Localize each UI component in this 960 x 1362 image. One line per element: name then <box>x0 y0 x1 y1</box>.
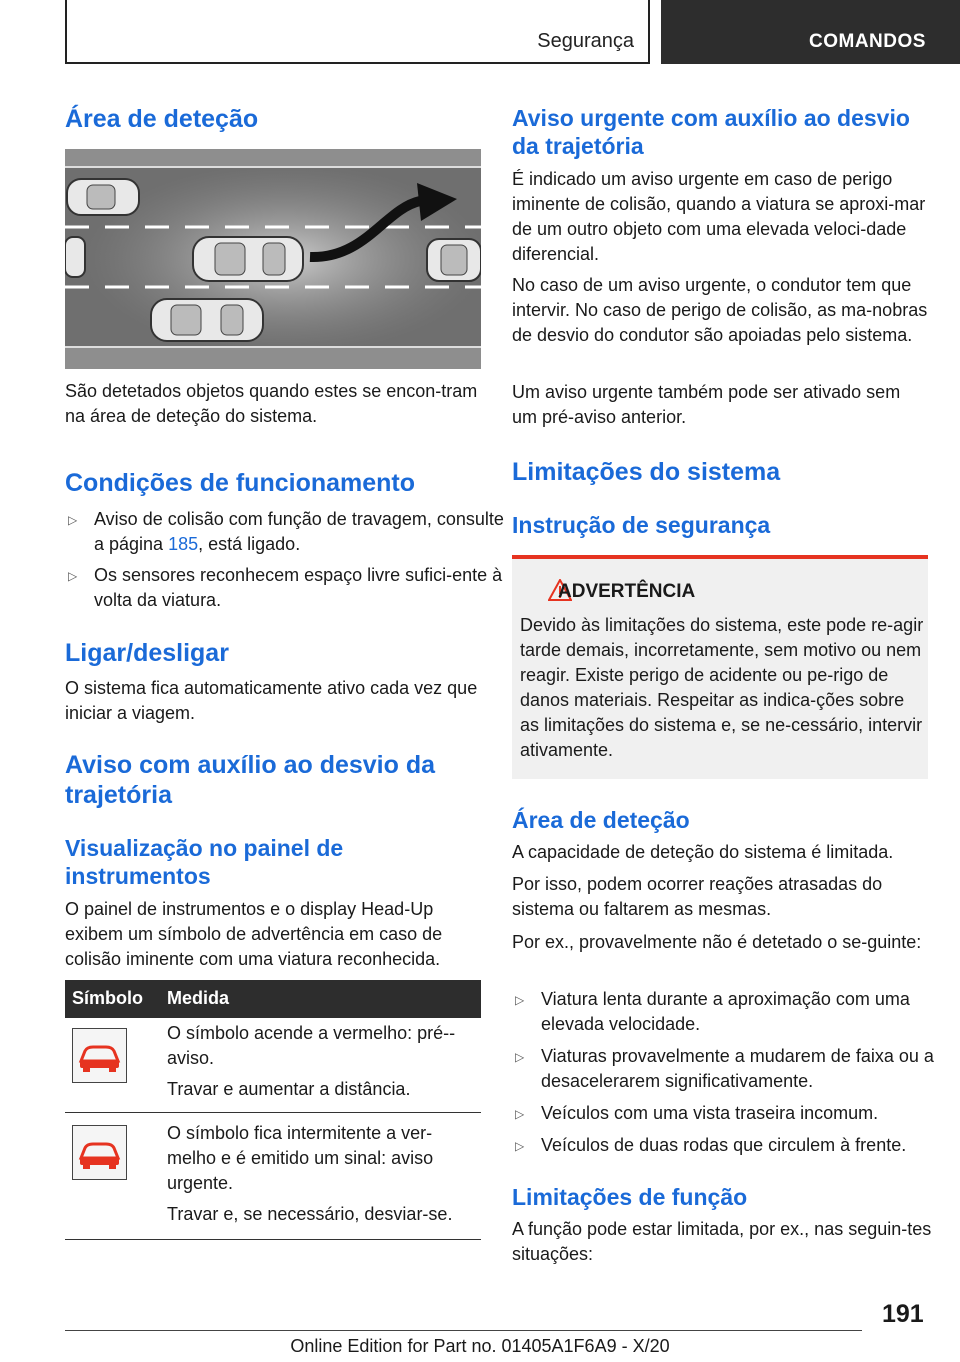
heading-safety-instruction: Instrução de segurança <box>512 512 771 538</box>
page-number: 191 <box>882 1300 924 1328</box>
header-chapter-tab <box>661 0 960 64</box>
warning-text: Devido às limitações do sistema, este pode re‐agir tarde demais, incorretamente, sem motivo ou nem reagir. Existe perigo de acidente ou pe‐rigo de danos materiais. Respeitar as indica‐ções sobre as limitações do sistema e, se ne‐cessário, intervir ativamente. <box>520 615 924 760</box>
heading-detection-area: Área de deteção <box>65 105 259 133</box>
heading-urgent-warning: Aviso urgente com auxílio ao desvio da trajetória <box>512 105 910 159</box>
car-warning-red-flashing-icon <box>72 1125 127 1180</box>
bullet-triangle-icon: ▷ <box>515 993 525 1007</box>
measure-text: O símbolo fica intermitente a ver‐melho e é emitido um sinal: aviso urgente. <box>167 1123 434 1193</box>
heading-cluster-display: Visualização no painel de instrumentos <box>65 835 344 889</box>
urgent-text-1: É indicado um aviso urgente em caso de perigo iminente de colisão, quando a viatura se aproxi‐mar de um outro objeto com uma elevada veloci‐dade diferencial. <box>512 169 926 264</box>
detection-limit-text-1: A capacidade de deteção do sistema é limitada. <box>512 842 894 862</box>
detection-limit-text-3: Por ex., provavelmente não é detetado o se‐guinte: <box>512 932 922 952</box>
measure-text: O símbolo acende a vermelho: pré‐-aviso. <box>167 1023 456 1068</box>
header-section-label: Segurança <box>537 30 634 52</box>
measure-action: Travar e aumentar a distância. <box>167 1079 411 1099</box>
bullet-triangle-icon: ▷ <box>515 1107 525 1121</box>
table-row <box>65 1113 481 1240</box>
symbol-table <box>65 980 481 1240</box>
list-item: ▷ Aviso de colisão com função de travagem, consulte a página 185, está ligado. <box>68 509 504 554</box>
urgent-text-2: No caso de um aviso urgente, o condutor tem que intervir. No caso de perigo de colisão, as ma‐nobras de desvio do condutor são apoiadas pelo sistema. <box>512 275 928 345</box>
column-header-measure: Medida <box>167 988 230 1008</box>
measure-action: Travar e, se necessário, desviar-se. <box>167 1204 453 1224</box>
list-item: ▷ Os sensores reconhecem espaço livre sufici‐ente à volta da viatura. <box>68 565 503 610</box>
heading-system-limits: Limitações do sistema <box>512 458 781 486</box>
on-off-text: O sistema fica automaticamente ativo cada vez que iniciar a viagem. <box>65 678 478 723</box>
bullet-triangle-icon: ▷ <box>68 513 78 527</box>
footer-divider <box>65 1330 862 1331</box>
bullet-triangle-icon: ▷ <box>68 569 78 583</box>
footer-edition: Online Edition for Part no. 01405A1F6A9 - X/20 <box>290 1336 670 1356</box>
list-item: ▷ Viatura lenta durante a aproximação com uma elevada velocidade. <box>515 989 910 1034</box>
header-section-tab <box>65 0 650 64</box>
car-warning-red-icon <box>72 1028 127 1083</box>
warning-title: ADVERTÊNCIA <box>558 581 696 602</box>
heading-warning-evasion: Aviso com auxílio ao desvio da trajetória <box>65 751 436 809</box>
list-item: ▷ Veículos com uma vista traseira incomum. <box>512 1101 957 1126</box>
detection-limit-text-2: Por isso, podem ocorrer reações atrasadas do sistema ou faltarem as mesmas. <box>512 874 883 919</box>
column-header-symbol: Símbolo <box>72 988 143 1008</box>
urgent-text-3: Um aviso urgente também pode ser ativado sem um pré-aviso anterior. <box>512 382 901 427</box>
heading-detection-area-2: Área de deteção <box>512 807 690 833</box>
cluster-display-text: O painel de instrumentos e o display Head-Up exibem um símbolo de advertência em caso de colisão iminente com uma viatura reconhecida. <box>65 899 443 969</box>
list-item: ▷ Veículos de duas rodas que circulem à frente. <box>512 1133 960 1158</box>
page-link-185[interactable]: 185 <box>168 534 199 554</box>
header-chapter-label: COMANDOS <box>809 31 926 52</box>
detection-area-text: São detetados objetos quando estes se encon‐tram na área de deteção do sistema. <box>65 381 478 426</box>
road-illustration-icon <box>65 149 481 369</box>
heading-on-off: Ligar/desligar <box>65 639 229 667</box>
bullet-triangle-icon: ▷ <box>515 1050 525 1064</box>
bullet-triangle-icon: ▷ <box>515 1139 525 1153</box>
detection-area-illustration <box>65 149 481 369</box>
heading-operating-conditions: Condições de funcionamento <box>65 469 416 497</box>
table-header <box>65 980 481 1018</box>
table-row <box>65 1018 481 1113</box>
function-limits-text: A função pode estar limitada, por ex., nas seguin‐tes situações: <box>512 1219 932 1264</box>
list-item: ▷ Viaturas provavelmente a mudarem de faixa ou a desacelerarem significativamente. <box>515 1046 934 1091</box>
warning-box <box>512 555 928 779</box>
heading-function-limits: Limitações de função <box>512 1184 748 1210</box>
